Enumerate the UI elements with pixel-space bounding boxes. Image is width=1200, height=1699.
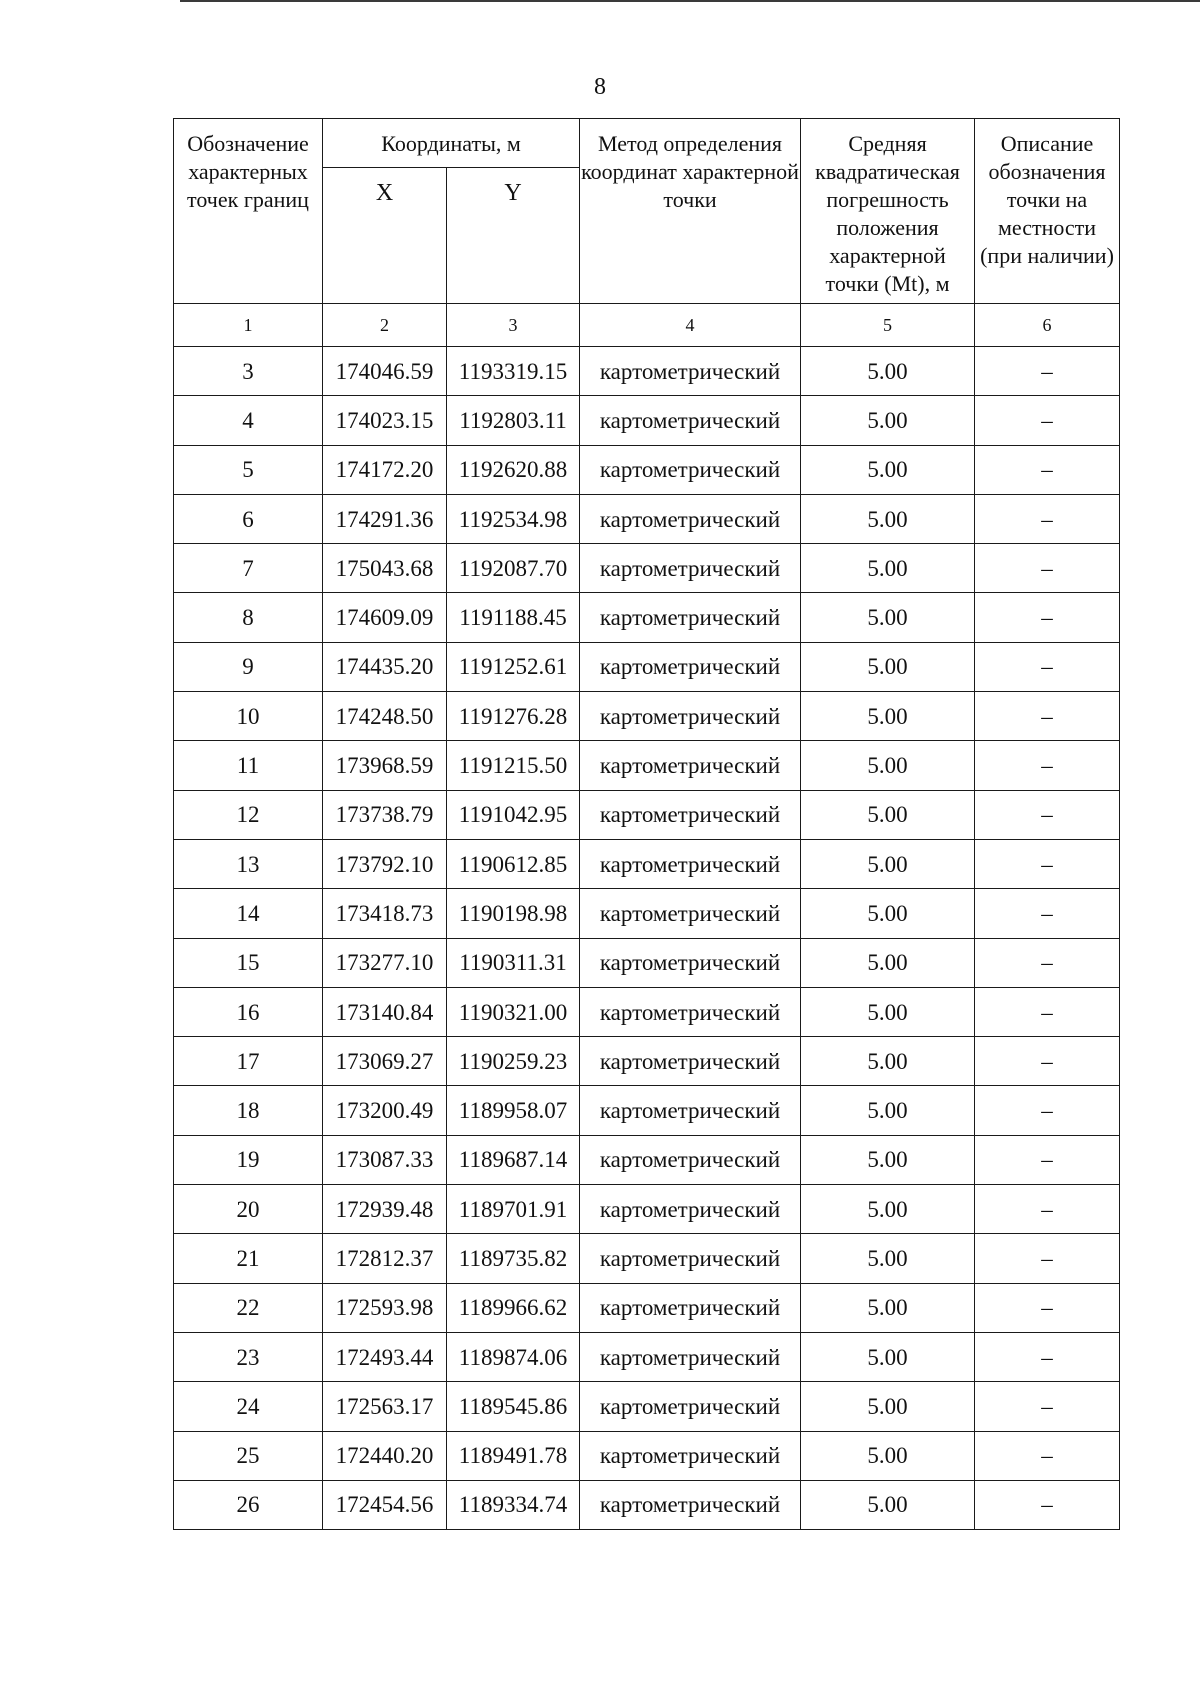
cell-description: – — [975, 1234, 1120, 1283]
cell-point: 10 — [174, 692, 323, 741]
cell-x: 173792.10 — [323, 839, 447, 888]
cell-y: 1193319.15 — [447, 347, 580, 396]
cell-point: 21 — [174, 1234, 323, 1283]
table-row — [174, 396, 1120, 445]
cell-y: 1189958.07 — [447, 1086, 580, 1135]
table-row — [174, 642, 1120, 691]
table-row — [174, 938, 1120, 987]
cell-description: – — [975, 445, 1120, 494]
column-number: 3 — [447, 304, 580, 347]
cell-x: 174046.59 — [323, 347, 447, 396]
table-body — [174, 347, 1120, 1530]
cell-method: картометрический — [580, 1332, 801, 1381]
cell-error: 5.00 — [801, 1086, 975, 1135]
cell-error: 5.00 — [801, 396, 975, 445]
table-row — [174, 544, 1120, 593]
cell-description: – — [975, 1382, 1120, 1431]
cell-point: 4 — [174, 396, 323, 445]
cell-error: 5.00 — [801, 1234, 975, 1283]
cell-y: 1190321.00 — [447, 987, 580, 1036]
cell-x: 173087.33 — [323, 1135, 447, 1184]
cell-y: 1189545.86 — [447, 1382, 580, 1431]
cell-y: 1189334.74 — [447, 1480, 580, 1529]
cell-description: – — [975, 396, 1120, 445]
cell-description: – — [975, 347, 1120, 396]
header-point: Обозначение характерных точек границ — [174, 119, 323, 304]
cell-x: 173277.10 — [323, 938, 447, 987]
column-number: 6 — [975, 304, 1120, 347]
cell-x: 173069.27 — [323, 1037, 447, 1086]
cell-method: картометрический — [580, 790, 801, 839]
table-row — [174, 445, 1120, 494]
table-row — [174, 1135, 1120, 1184]
cell-method: картометрический — [580, 889, 801, 938]
cell-description: – — [975, 1086, 1120, 1135]
table-row — [174, 741, 1120, 790]
cell-point: 12 — [174, 790, 323, 839]
cell-description: – — [975, 494, 1120, 543]
cell-point: 8 — [174, 593, 323, 642]
table-row — [174, 1431, 1120, 1480]
cell-y: 1189966.62 — [447, 1283, 580, 1332]
cell-error: 5.00 — [801, 642, 975, 691]
cell-y: 1192087.70 — [447, 544, 580, 593]
cell-point: 23 — [174, 1332, 323, 1381]
cell-error: 5.00 — [801, 544, 975, 593]
cell-point: 25 — [174, 1431, 323, 1480]
cell-x: 172454.56 — [323, 1480, 447, 1529]
table-row — [174, 692, 1120, 741]
cell-error: 5.00 — [801, 790, 975, 839]
cell-description: – — [975, 790, 1120, 839]
cell-description: – — [975, 889, 1120, 938]
cell-method: картометрический — [580, 347, 801, 396]
cell-y: 1191042.95 — [447, 790, 580, 839]
cell-x: 172593.98 — [323, 1283, 447, 1332]
cell-method: картометрический — [580, 839, 801, 888]
cell-error: 5.00 — [801, 1135, 975, 1184]
header-y: Y — [447, 168, 580, 304]
cell-x: 173738.79 — [323, 790, 447, 839]
cell-error: 5.00 — [801, 1185, 975, 1234]
cell-error: 5.00 — [801, 987, 975, 1036]
cell-x: 173968.59 — [323, 741, 447, 790]
cell-method: картометрический — [580, 494, 801, 543]
cell-method: картометрический — [580, 1234, 801, 1283]
cell-x: 174609.09 — [323, 593, 447, 642]
cell-point: 13 — [174, 839, 323, 888]
cell-point: 18 — [174, 1086, 323, 1135]
table-row — [174, 347, 1120, 396]
cell-y: 1191188.45 — [447, 593, 580, 642]
cell-method: картометрический — [580, 544, 801, 593]
cell-y: 1189735.82 — [447, 1234, 580, 1283]
cell-x: 174291.36 — [323, 494, 447, 543]
cell-y: 1189874.06 — [447, 1332, 580, 1381]
cell-point: 7 — [174, 544, 323, 593]
header-description: Описание обозначения точки на местности (при наличии) — [975, 119, 1120, 304]
cell-point: 19 — [174, 1135, 323, 1184]
table-row — [174, 987, 1120, 1036]
cell-method: картометрический — [580, 1185, 801, 1234]
cell-description: – — [975, 1431, 1120, 1480]
table-row — [174, 1283, 1120, 1332]
cell-error: 5.00 — [801, 494, 975, 543]
cell-y: 1192534.98 — [447, 494, 580, 543]
cell-x: 172939.48 — [323, 1185, 447, 1234]
table-row — [174, 494, 1120, 543]
cell-error: 5.00 — [801, 1037, 975, 1086]
cell-point: 3 — [174, 347, 323, 396]
cell-point: 24 — [174, 1382, 323, 1431]
cell-error: 5.00 — [801, 839, 975, 888]
cell-x: 173418.73 — [323, 889, 447, 938]
table-row — [174, 1185, 1120, 1234]
cell-y: 1191252.61 — [447, 642, 580, 691]
cell-error: 5.00 — [801, 1480, 975, 1529]
cell-error: 5.00 — [801, 1332, 975, 1381]
cell-x: 174172.20 — [323, 445, 447, 494]
table-row — [174, 1234, 1120, 1283]
cell-description: – — [975, 1037, 1120, 1086]
cell-method: картометрический — [580, 445, 801, 494]
cell-error: 5.00 — [801, 347, 975, 396]
cell-y: 1189701.91 — [447, 1185, 580, 1234]
cell-error: 5.00 — [801, 1431, 975, 1480]
cell-method: картометрический — [580, 1037, 801, 1086]
cell-method: картометрический — [580, 692, 801, 741]
cell-point: 6 — [174, 494, 323, 543]
cell-y: 1191215.50 — [447, 741, 580, 790]
cell-method: картометрический — [580, 938, 801, 987]
table-row — [174, 1332, 1120, 1381]
cell-description: – — [975, 1135, 1120, 1184]
table-row — [174, 1382, 1120, 1431]
cell-method: картометрический — [580, 987, 801, 1036]
cell-point: 5 — [174, 445, 323, 494]
cell-error: 5.00 — [801, 445, 975, 494]
cell-point: 9 — [174, 642, 323, 691]
cell-error: 5.00 — [801, 692, 975, 741]
cell-x: 175043.68 — [323, 544, 447, 593]
cell-point: 11 — [174, 741, 323, 790]
table-row — [174, 790, 1120, 839]
cell-method: картометрический — [580, 741, 801, 790]
cell-description: – — [975, 1283, 1120, 1332]
cell-error: 5.00 — [801, 889, 975, 938]
cell-y: 1190198.98 — [447, 889, 580, 938]
cell-point: 15 — [174, 938, 323, 987]
column-number: 2 — [323, 304, 447, 347]
cell-y: 1189491.78 — [447, 1431, 580, 1480]
table-row — [174, 1480, 1120, 1529]
cell-point: 16 — [174, 987, 323, 1036]
cell-method: картометрический — [580, 1086, 801, 1135]
cell-description: – — [975, 741, 1120, 790]
table-row — [174, 1037, 1120, 1086]
cell-x: 174435.20 — [323, 642, 447, 691]
cell-x: 174248.50 — [323, 692, 447, 741]
cell-method: картометрический — [580, 642, 801, 691]
cell-method: картометрический — [580, 1135, 801, 1184]
header-coordinates: Координаты, м — [323, 119, 580, 168]
cell-point: 20 — [174, 1185, 323, 1234]
cell-description: – — [975, 642, 1120, 691]
table-row — [174, 889, 1120, 938]
cell-method: картометрический — [580, 1431, 801, 1480]
cell-error: 5.00 — [801, 593, 975, 642]
column-number: 5 — [801, 304, 975, 347]
cell-error: 5.00 — [801, 1283, 975, 1332]
cell-description: – — [975, 1185, 1120, 1234]
header-x: X — [323, 168, 447, 304]
cell-method: картометрический — [580, 1283, 801, 1332]
header-row-1 — [174, 119, 1120, 168]
cell-point: 14 — [174, 889, 323, 938]
cell-y: 1192620.88 — [447, 445, 580, 494]
cell-description: – — [975, 987, 1120, 1036]
table-row — [174, 1086, 1120, 1135]
cell-method: картометрический — [580, 593, 801, 642]
cell-method: картометрический — [580, 1480, 801, 1529]
cell-error: 5.00 — [801, 938, 975, 987]
header-method: Метод определения координат характерной точки — [580, 119, 801, 304]
cell-y: 1191276.28 — [447, 692, 580, 741]
cell-method: картометрический — [580, 396, 801, 445]
cell-y: 1190259.23 — [447, 1037, 580, 1086]
cell-description: – — [975, 938, 1120, 987]
cell-y: 1190612.85 — [447, 839, 580, 888]
cell-x: 172812.37 — [323, 1234, 447, 1283]
cell-point: 17 — [174, 1037, 323, 1086]
cell-description: – — [975, 839, 1120, 888]
cell-error: 5.00 — [801, 741, 975, 790]
cell-x: 174023.15 — [323, 396, 447, 445]
coordinates-table — [173, 118, 1120, 1530]
cell-description: – — [975, 1480, 1120, 1529]
cell-description: – — [975, 544, 1120, 593]
cell-x: 173200.49 — [323, 1086, 447, 1135]
cell-x: 173140.84 — [323, 987, 447, 1036]
column-number: 4 — [580, 304, 801, 347]
cell-description: – — [975, 593, 1120, 642]
cell-y: 1189687.14 — [447, 1135, 580, 1184]
column-number-row — [174, 304, 1120, 347]
table-row — [174, 593, 1120, 642]
column-number: 1 — [174, 304, 323, 347]
table-header — [174, 119, 1120, 347]
cell-method: картометрический — [580, 1382, 801, 1431]
cell-error: 5.00 — [801, 1382, 975, 1431]
top-rule — [180, 0, 1200, 2]
cell-description: – — [975, 692, 1120, 741]
cell-description: – — [975, 1332, 1120, 1381]
cell-point: 22 — [174, 1283, 323, 1332]
cell-y: 1192803.11 — [447, 396, 580, 445]
table-row — [174, 839, 1120, 888]
cell-y: 1190311.31 — [447, 938, 580, 987]
cell-point: 26 — [174, 1480, 323, 1529]
cell-x: 172563.17 — [323, 1382, 447, 1431]
page-number: 8 — [594, 74, 606, 100]
cell-x: 172440.20 — [323, 1431, 447, 1480]
cell-x: 172493.44 — [323, 1332, 447, 1381]
header-error: Средняя квадратическая погрешность положения характерной точки (Mt), м — [801, 119, 975, 304]
